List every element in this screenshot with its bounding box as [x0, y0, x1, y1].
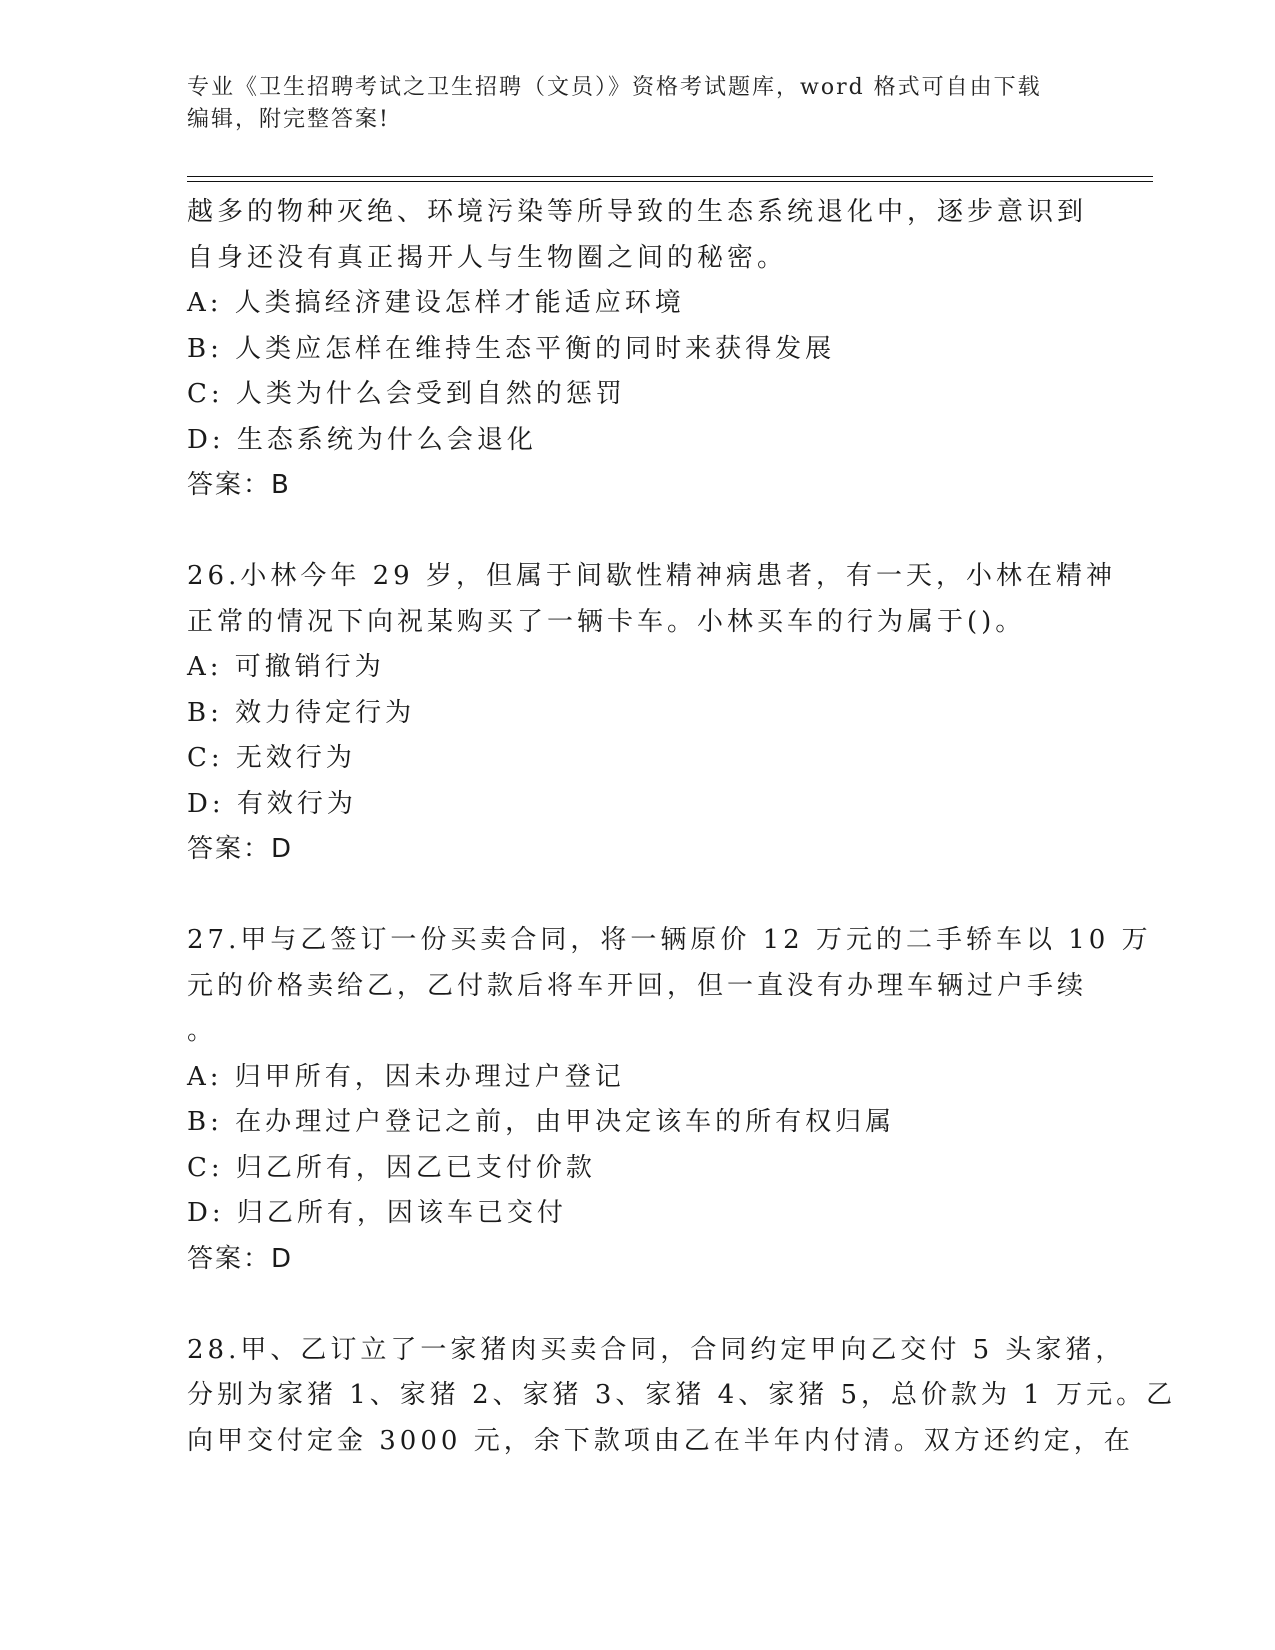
option-a: A: 人类搞经济建设怎样才能适应环境: [187, 288, 685, 318]
option-c: C: 归乙所有，因乙已支付价款: [187, 1152, 596, 1183]
answer-line: 答案：B: [187, 470, 291, 500]
header-rule-top: [187, 176, 1153, 177]
answer-line: 答案：D: [187, 1243, 294, 1274]
header-rule-bottom: [187, 181, 1153, 182]
spacer: [187, 509, 1087, 555]
spacer: [187, 1282, 1087, 1328]
question-stem-line: 26.小林今年 29 岁，但属于间歇性精神病患者，有一天，小林在精神: [187, 561, 1116, 591]
question-stem-line: 自身还没有真正揭开人与生物圈之间的秘密。: [187, 242, 788, 273]
question-stem-line: 向甲交付定金 3000 元，余下款项由乙在半年内付清。双方还约定，在: [187, 1425, 1134, 1456]
question-28: [187, 1328, 1177, 1465]
question-stem-line: 元的价格卖给乙，乙付款后将车开回，但一直没有办理车辆过户手续: [187, 970, 1088, 1001]
option-b: B: 在办理过户登记之前，由甲决定该车的所有权归属: [187, 1107, 896, 1137]
question-stem-line: 正常的情况下向祝某购买了一辆卡车。小林买车的行为属于()。: [187, 606, 1026, 637]
document-body: [187, 190, 1177, 1464]
option-b: B: 效力待定行为: [187, 697, 416, 728]
question-26: [187, 554, 1116, 873]
option-d: D: 归乙所有，因该车已交付: [187, 1198, 567, 1228]
question-stem-line: 分别为家猪 1、家猪 2、家猪 3、家猪 4、家猪 5，总价款为 1 万元。乙: [187, 1380, 1177, 1410]
question-stem-line: 越多的物种灭绝、环境污染等所导致的生态系统退化中，逐步意识到: [187, 197, 1088, 227]
header-line-1: 专业《卫生招聘考试之卫生招聘（文员）》资格考试题库，word 格式可自由下载: [187, 75, 1042, 100]
question-25: [187, 190, 1087, 509]
option-c: C: 人类为什么会受到自然的惩罚: [187, 379, 626, 409]
option-c: C: 无效行为: [187, 743, 356, 773]
answer-line: 答案：D: [187, 834, 294, 864]
question-stem-line: 27.甲与乙签订一份买卖合同，将一辆原价 12 万元的二手轿车以 10 万: [187, 925, 1152, 955]
question-stem-line: 。: [187, 1016, 218, 1046]
option-d: D: 生态系统为什么会退化: [187, 424, 537, 455]
header-line-2: 编辑，附完整答案!: [187, 107, 390, 132]
question-stem-line: 28.甲、乙订立了一家猪肉买卖合同，合同约定甲向乙交付 5 头家猪，: [187, 1334, 1126, 1365]
option-a: A: 可撤销行为: [187, 652, 385, 682]
option-d: D: 有效行为: [187, 788, 357, 819]
document-header: [187, 72, 1067, 136]
question-27: [187, 918, 1152, 1282]
spacer: [187, 873, 1087, 919]
option-a: A: 归甲所有，因未办理过户登记: [187, 1061, 625, 1092]
option-b: B: 人类应怎样在维持生态平衡的同时来获得发展: [187, 333, 836, 364]
